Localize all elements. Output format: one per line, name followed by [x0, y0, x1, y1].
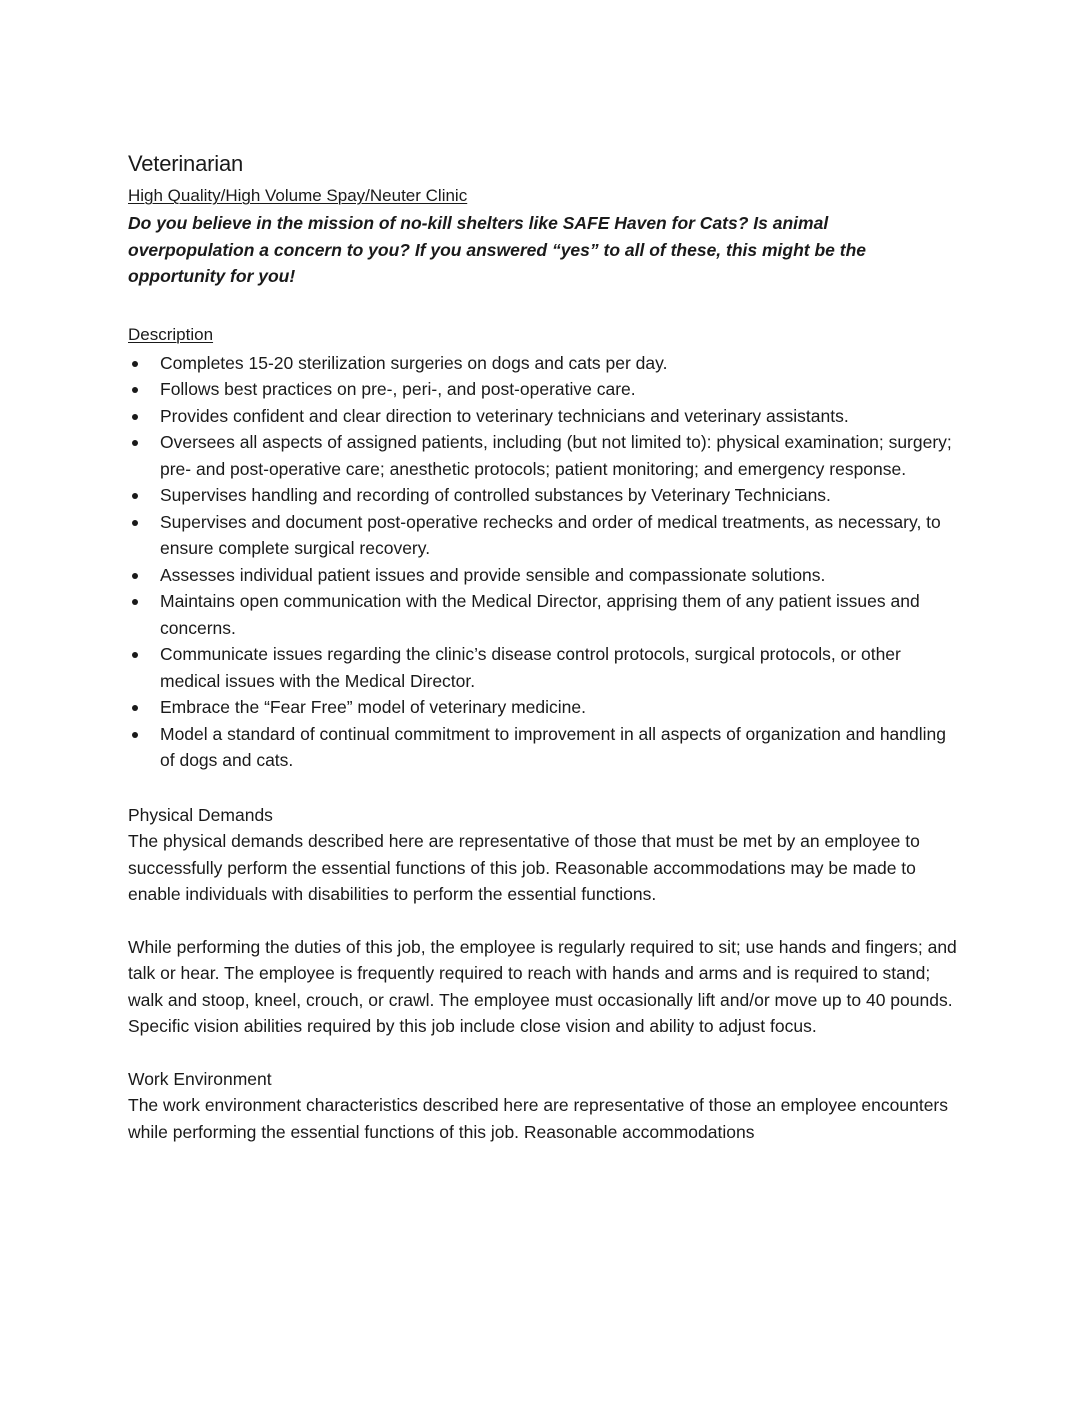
bullet-icon [132, 387, 138, 393]
job-subtitle: High Quality/High Volume Spay/Neuter Clinic [128, 186, 468, 205]
bullet-icon [132, 599, 138, 605]
list-item [128, 694, 960, 721]
list-item [128, 429, 960, 482]
list-item [128, 376, 960, 403]
bullet-icon [132, 493, 138, 499]
description-list [128, 350, 960, 774]
bullet-icon [132, 440, 138, 446]
document-content [128, 150, 960, 1145]
list-item [128, 350, 960, 377]
work-environment-heading: Work Environment [128, 1068, 272, 1089]
physical-demands-heading: Physical Demands [128, 804, 273, 825]
spacer [128, 1040, 960, 1066]
bullet-icon [132, 361, 138, 367]
spacer [128, 908, 960, 934]
list-item [128, 562, 960, 589]
intro-paragraph: Do you believe in the mission of no-kill shelters like SAFE Haven for Cats? Is animal overpopulation a concern to you? If you answered “yes” to all of these, this might be the opportunity for you! [128, 213, 867, 286]
list-item-text: Provides confident and clear direction to veterinary technicians and veterinary assistants. [160, 405, 849, 426]
bullet-icon [132, 705, 138, 711]
list-item-text: Supervises and document post-operative rechecks and order of medical treatments, as necessary, to ensure complete surgical recovery. [160, 511, 941, 558]
list-item [128, 721, 960, 774]
job-title: Veterinarian [128, 151, 244, 176]
list-item-text: Maintains open communication with the Medical Director, apprising them of any patient issues and concerns. [160, 591, 920, 638]
list-item [128, 509, 960, 562]
list-item [128, 403, 960, 430]
list-item-text: Model a standard of continual commitment to improvement in all aspects of organization and handling of dogs and cats. [160, 723, 946, 770]
bullet-icon [132, 732, 138, 738]
list-item [128, 588, 960, 641]
list-item-text: Embrace the “Fear Free” model of veterinary medicine. [160, 697, 586, 717]
list-item-text: Supervises handling and recording of controlled substances by Veterinary Technicians. [160, 485, 831, 505]
list-item-text: Oversees all aspects of assigned patients, including (but not limited to): physical examination; surgery; pre- and post-operative care; anesthetic protocols; patient monitoring; and emergency response. [160, 432, 952, 479]
list-item-text: Assesses individual patient issues and provide sensible and compassionate solutions. [160, 564, 826, 585]
list-item-text: Follows best practices on pre-, peri-, and post-operative care. [160, 379, 636, 399]
list-item [128, 482, 960, 509]
list-item-text: Communicate issues regarding the clinic’s disease control protocols, surgical protocols, or other medical issues with the Medical Director. [160, 644, 901, 691]
work-environment-paragraph: The work environment characteristics described here are representative of those an employee encounters while performing the essential functions of this job. Reasonable accommodations [128, 1095, 949, 1142]
description-heading: Description [128, 324, 214, 344]
list-item-text: Completes 15-20 sterilization surgeries on dogs and cats per day. [160, 352, 668, 373]
bullet-icon [132, 573, 138, 579]
list-item [128, 641, 960, 694]
bullet-icon [132, 414, 138, 420]
bullet-icon [132, 652, 138, 658]
physical-demands-paragraph-2: While performing the duties of this job, the employee is regularly required to sit; use hands and fingers; and talk or hear. The employee is frequently required to reach with hands and arms and is required to stand; walk and stoop, kneel, crouch, or crawl. The employee must occasionally lift and/or move up to 40 pounds. Specific vision abilities required by this job include close vision and ability to adjust focus. [128, 936, 957, 1036]
bullet-icon [132, 520, 138, 526]
spacer [128, 774, 960, 802]
physical-demands-paragraph-1: The physical demands described here are representative of those that must be met by an employee to successfully perform the essential functions of this job. Reasonable accommodations may be made to enable individuals with disabilities to perform the essential functions. [128, 831, 920, 904]
